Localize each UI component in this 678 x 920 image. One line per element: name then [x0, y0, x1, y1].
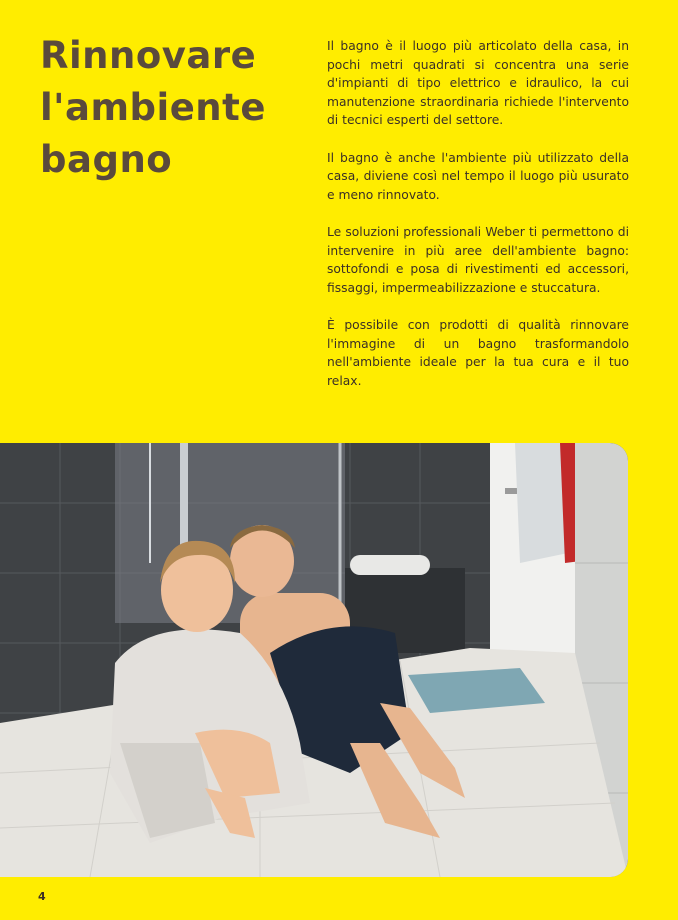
paragraph-1: Il bagno è il luogo più articolato della casa, in pochi metri quadrati si concentra una serie d'impianti di tipo elettrico e idraulico, la cui manutenzione straordinaria richiede l'intervento di tecnici esperti del settore.: [327, 39, 629, 128]
title-line-1: Rinnovare: [40, 34, 257, 77]
page-number: 4: [38, 890, 46, 903]
page-title: [40, 30, 300, 186]
bathroom-photo: [0, 443, 628, 877]
paragraph-3: Le soluzioni professionali Weber ti permettono di intervenire in più aree dell'ambiente bagno: sottofondi e posa di rivestimenti ed accessori, fissaggi, impermeabilizzazione e stuccatura.: [327, 224, 629, 295]
paragraph-4: È possibile con prodotti di qualità rinnovare l'immagine di un bagno trasformandolo nell'ambiente ideale per la tua cura e il tuo relax.: [327, 317, 629, 388]
body-text: [327, 37, 629, 409]
title-line-3: bagno: [40, 138, 173, 181]
bathroom-illustration: [0, 443, 628, 877]
paragraph-2: Il bagno è anche l'ambiente più utilizzato della casa, diviene così nel tempo il luogo più usurato e meno rinnovato.: [327, 150, 629, 202]
title-line-2: l'ambiente: [40, 86, 266, 129]
